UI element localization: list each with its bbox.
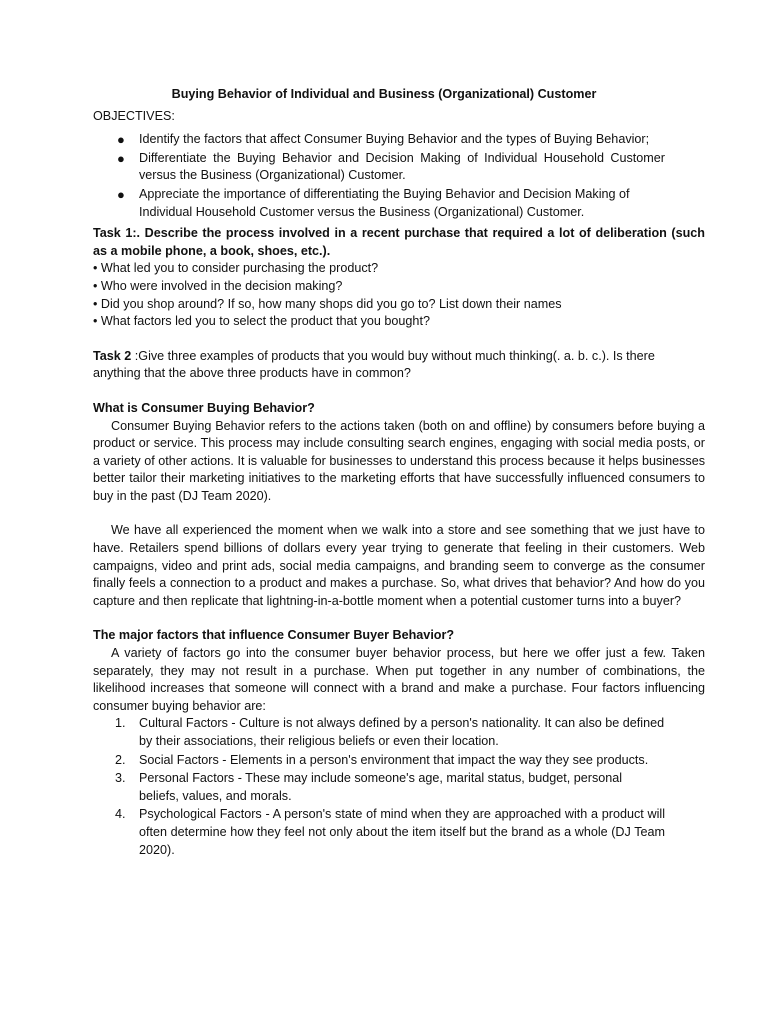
- section2-intro: A variety of factors go into the consumer buyer behavior process, but here we offer just a few. Taken separately, they may not result in a purchase. When put together in any number of combinations, the likelihood increases that someone will connect with a brand and make a purchase. Four factors influencing consumer buying behavior are:: [93, 646, 705, 713]
- section1-heading: What is Consumer Buying Behavior?: [93, 400, 315, 415]
- factor-text: Social Factors - Elements in a person's environment that impact the way they see products.: [139, 752, 649, 767]
- spacer: [93, 331, 705, 348]
- spacer: [93, 610, 705, 627]
- objectives-label: OBJECTIVES:: [93, 108, 175, 123]
- section1-paragraph-2: We have all experienced the moment when we walk into a store and see something that we just have to have. Retailers spend billions of dollars every year trying to generate that feeling in their customers. Web campaigns, video and print ads, social media campaigns, and branding seem to converge as the consumer finally feels a connection to a product and makes a purchase. So, what drives that behavior? And how do you capture and then replicate that lightning-in-a-bottle moment when a potential customer turns into a buyer?: [93, 523, 705, 608]
- document-title: Buying Behavior of Individual and Business (Organizational) Customer: [171, 87, 597, 101]
- task1-heading: Task 1:. Describe the process involved in a recent purchase that required a lot of deliberation (such as a mobile phone, a book, shoes, etc.).: [93, 226, 705, 258]
- objective-text: Appreciate the importance of differentiating the Buying Behavior and Decision Making of Individual Household Customer versus the Business (Organizational) Customer.: [139, 186, 630, 219]
- task1-question: • Who were involved in the decision making?: [93, 278, 343, 293]
- task1-question: • Did you shop around? If so, how many shops did you go to? List down their names: [93, 296, 562, 311]
- objective-text: Identify the factors that affect Consumer Buying Behavior and the types of Buying Behavior;: [139, 132, 650, 147]
- factor-number: 3.: [115, 771, 126, 786]
- factor-item: [93, 770, 705, 805]
- factor-number: 4.: [115, 807, 126, 822]
- bullet-icon: ●: [117, 150, 125, 166]
- objective-item: [93, 131, 705, 149]
- document-page: [93, 86, 705, 860]
- task1-question: • What factors led you to select the product that you bought?: [93, 314, 430, 329]
- task1-question: • What led you to consider purchasing the product?: [93, 261, 379, 276]
- spacer: [93, 505, 705, 522]
- factor-text: Personal Factors - These may include someone's age, marital status, budget, personal beliefs, values, and morals.: [139, 771, 623, 803]
- spacer: [93, 383, 705, 400]
- factor-item: [93, 806, 705, 859]
- factor-text: Psychological Factors - A person's state of mind when they are approached with a product will often determine how they feel not only about the item itself but the brand as a whole (DJ Team 2020).: [139, 807, 665, 857]
- factor-number: 2.: [115, 752, 126, 767]
- bullet-icon: ●: [117, 132, 125, 148]
- factor-item: [93, 752, 705, 770]
- task2-text: :Give three examples of products that you would buy without much thinking(. a. b. c.). Is there anything that the above three products have in common?: [93, 348, 655, 381]
- objective-text: Differentiate the Buying Behavior and Decision Making of Individual Household Customer versus the Business (Organizational) Customer.: [139, 150, 665, 183]
- factor-item: [93, 715, 705, 750]
- factors-list: [93, 715, 705, 859]
- objective-item: [93, 150, 705, 185]
- section1-paragraph-1: Consumer Buying Behavior refers to the actions taken (both on and offline) by consumers before buying a product or service. This process may include consulting search engines, engaging with social media posts, or a variety of other actions. It is valuable for businesses to understand this process because it helps businesses better tailor their marketing initiatives to the marketing efforts that have successfully influenced consumers to buy in the past (DJ Team 2020).: [93, 418, 705, 503]
- factor-text: Cultural Factors - Culture is not always defined by a person's nationality. It can also be defined by their associations, their religious beliefs or even their location.: [139, 716, 665, 748]
- bullet-icon: ●: [117, 186, 125, 202]
- task2-label: Task 2: [93, 348, 132, 363]
- factor-number: 1.: [115, 716, 126, 731]
- task2-paragraph: [93, 348, 705, 383]
- objective-item: [93, 186, 705, 221]
- section2-heading: The major factors that influence Consumer Buyer Behavior?: [93, 628, 455, 643]
- task1-questions: [93, 260, 705, 330]
- objectives-list: [93, 131, 705, 221]
